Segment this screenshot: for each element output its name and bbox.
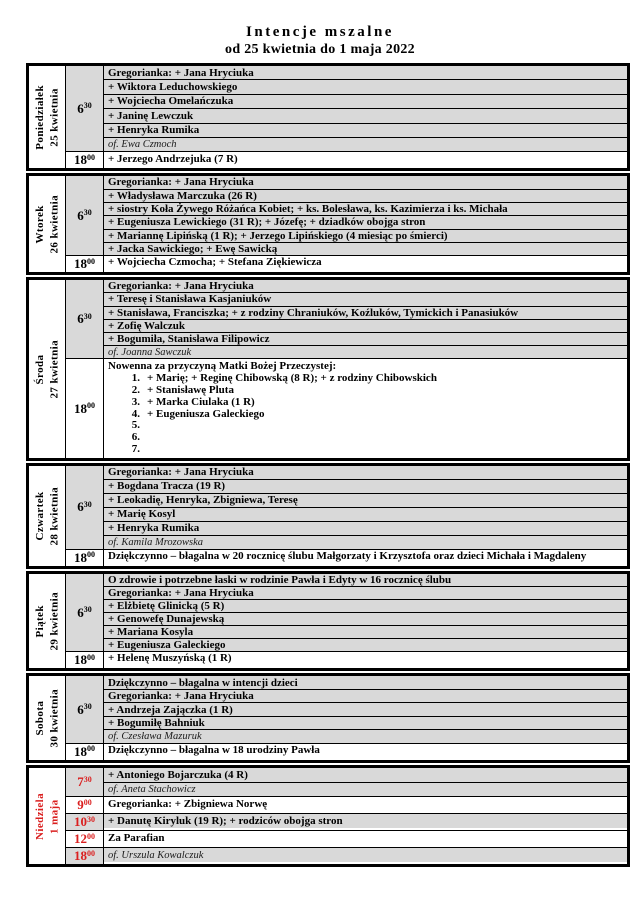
time-hour: 6 <box>77 499 84 515</box>
time-cell: 9 00 <box>66 797 104 813</box>
intention-row: of. Czesława Mazuruk <box>104 729 627 743</box>
novena-item-text: + Eugeniusza Galeckiego <box>147 408 265 420</box>
day-date: 28 kwietnia <box>48 486 60 546</box>
novena-item-number: 6. <box>131 432 140 444</box>
intention-row: of. Ewa Czmoch <box>104 137 627 151</box>
slot-rows <box>104 152 627 168</box>
time-cell: 18 00 <box>66 652 104 668</box>
intention-row: of. Joanna Sawczuk <box>104 345 627 358</box>
time-cell: 6 30 <box>66 280 104 358</box>
page-title: Intencje mszalne <box>246 24 394 40</box>
intention-row: + Wojciecha Omelańczuka <box>104 94 627 108</box>
day-block <box>26 765 630 868</box>
novena-block <box>104 359 627 458</box>
time-cell: 18 00 <box>66 359 104 458</box>
slot-rows <box>104 768 627 797</box>
intention-row: Dziękczynno – błagalna w 20 rocznicę ślubu Małgorzaty i Krzysztofa oraz dzieci Michała i Magdaleny <box>104 550 627 563</box>
mass-slot <box>66 813 627 830</box>
intention-row: + Teresę i Stanisława Kasjaniuków <box>104 292 627 305</box>
day-label <box>33 195 62 254</box>
mass-slot <box>66 549 627 566</box>
day-date: 25 kwietnia <box>48 87 60 147</box>
intention-row: of. Kamila Mrozowska <box>104 535 627 549</box>
day-date: 29 kwietnia <box>48 591 60 651</box>
novena-item-text: + Stanisławę Pluta <box>147 385 234 397</box>
time-cell: 12 00 <box>66 831 104 847</box>
intention-row: + Andrzeja Zajączka (1 R) <box>104 702 627 716</box>
mass-slot <box>66 151 627 168</box>
intention-row: Gregorianka: + Jana Hryciuka <box>104 280 627 292</box>
day-name: Czwartek <box>33 491 46 541</box>
time-hour: 18 <box>74 256 87 272</box>
intention-row: + Mariana Kosyla <box>104 625 627 638</box>
time-hour: 18 <box>74 743 87 759</box>
novena-item-text: + Marka Ciulaka (1 R) <box>147 396 255 408</box>
intention-row: + Elżbietę Glinicką (5 R) <box>104 599 627 612</box>
time-hour: 18 <box>74 152 87 168</box>
time-hour: 7 <box>77 774 84 790</box>
novena-item-number: 7. <box>131 444 140 456</box>
slots-column <box>66 768 627 865</box>
day-block <box>26 173 630 275</box>
day-cell <box>29 66 66 168</box>
schedule-table <box>26 63 630 867</box>
slot-rows <box>104 256 627 272</box>
slots-column <box>66 676 627 760</box>
slots-column <box>66 466 627 566</box>
time-cell: 6 30 <box>66 66 104 151</box>
intention-row: Gregorianka: + Jana Hryciuka <box>104 689 627 703</box>
mass-slot <box>66 358 627 458</box>
intention-row: Za Parafian <box>104 831 627 845</box>
intention-row: Gregorianka: + Jana Hryciuka <box>104 586 627 599</box>
intention-row: + siostry Koła Żywego Różańca Kobiet; + ks. Bolesława, ks. Kazimierza i ks. Michała <box>104 202 627 215</box>
slots-column <box>66 574 627 669</box>
day-block <box>26 277 630 461</box>
time-cell: 18 00 <box>66 256 104 272</box>
intention-row: + Henryka Rumika <box>104 521 627 535</box>
time-hour: 6 <box>77 207 84 223</box>
mass-slot <box>66 796 627 813</box>
day-block <box>26 63 630 171</box>
day-date: 26 kwietnia <box>48 194 60 254</box>
intention-row: + Janinę Lewczuk <box>104 108 627 122</box>
time-cell: 7 30 <box>66 768 104 797</box>
intention-row: Gregorianka: + Zbigniewa Norwę <box>104 797 627 811</box>
day-block <box>26 571 630 672</box>
slots-column <box>66 280 627 458</box>
time-hour: 18 <box>74 400 87 416</box>
intention-row: + Bogumiła, Stanisława Filipowicz <box>104 332 627 345</box>
day-label <box>33 487 62 546</box>
time-hour: 10 <box>74 814 87 830</box>
slots-column <box>66 176 627 272</box>
slot-rows <box>104 176 627 255</box>
intention-row: + Danutę Kiryluk (19 R); + rodziców obojga stron <box>104 814 627 828</box>
intention-row: + Genowefę Dunajewską <box>104 612 627 625</box>
day-label <box>33 793 62 840</box>
intention-row: + Eugeniusza Galeckiego <box>104 638 627 651</box>
intention-row: + Mariannę Lipińską (1 R); + Jerzego Lipińskiego (4 miesiąc po śmierci) <box>104 229 627 242</box>
intention-row: + Helenę Muszyńską (1 R) <box>104 652 627 664</box>
day-name: Wtorek <box>33 205 46 244</box>
day-cell <box>29 676 66 760</box>
intention-row: + Wojciecha Czmocha; + Stefana Ziękiewicza <box>104 256 627 268</box>
time-hour: 6 <box>77 604 84 620</box>
time-cell: 10 30 <box>66 814 104 830</box>
novena-item <box>108 444 623 456</box>
mass-slot <box>66 466 627 549</box>
intention-row: Dziękczynno – błagalna w 18 urodziny Pawła <box>104 744 627 757</box>
intention-row: + Wiktora Leduchowskiego <box>104 79 627 93</box>
page-subtitle: od 25 kwietnia do 1 maja 2022 <box>225 42 415 57</box>
intention-row: of. Urszula Kowalczuk <box>104 848 627 862</box>
mass-slot <box>66 743 627 760</box>
mass-slot <box>66 176 627 255</box>
novena-item-number: 5. <box>131 420 140 432</box>
slot-rows <box>104 652 627 668</box>
intention-row: + Marię Kosyl <box>104 507 627 521</box>
time-cell: 18 00 <box>66 744 104 760</box>
intention-row: + Jerzego Andrzejuka (7 R) <box>104 152 627 165</box>
novena-item <box>108 409 623 421</box>
time-hour: 18 <box>74 848 87 864</box>
day-block <box>26 463 630 569</box>
slot-rows <box>104 550 627 566</box>
day-name: Sobota <box>33 700 46 736</box>
novena-item-number: 2. <box>131 385 140 397</box>
intention-row: + Antoniego Bojarczuka (4 R) <box>104 768 627 782</box>
mass-slot <box>66 847 627 864</box>
day-cell <box>29 768 66 865</box>
mass-slot <box>66 768 627 797</box>
slot-rows <box>104 797 627 813</box>
day-cell <box>29 176 66 272</box>
intention-row: Gregorianka: + Jana Hryciuka <box>104 466 627 479</box>
day-label <box>33 340 62 399</box>
slot-rows <box>104 831 627 847</box>
novena-item <box>108 397 623 409</box>
day-name: Środa <box>33 354 46 384</box>
intention-row: Gregorianka: + Jana Hryciuka <box>104 176 627 188</box>
day-cell <box>29 466 66 566</box>
intention-row: + Leokadię, Henryka, Zbigniewa, Teresę <box>104 493 627 507</box>
intention-row: Gregorianka: + Jana Hryciuka <box>104 66 627 79</box>
slot-rows <box>104 814 627 830</box>
intention-row: O zdrowie i potrzebne łaski w rodzinie Pawła i Edyty w 16 rocznicę ślubu <box>104 574 627 586</box>
mass-slot <box>66 255 627 272</box>
intention-row: + Henryka Rumika <box>104 123 627 137</box>
intention-row: + Bogdana Tracza (19 R) <box>104 479 627 493</box>
time-cell: 6 30 <box>66 574 104 652</box>
time-cell: 18 00 <box>66 848 104 864</box>
mass-slot <box>66 574 627 652</box>
novena-item-number: 3. <box>131 396 140 408</box>
day-cell <box>29 280 66 458</box>
time-cell: 6 30 <box>66 176 104 255</box>
intention-row: + Jacka Sawickiego; + Ewę Sawicką <box>104 242 627 255</box>
slot-rows <box>104 848 627 864</box>
slot-rows <box>104 280 627 358</box>
mass-slot <box>66 280 627 358</box>
slots-column <box>66 66 627 168</box>
novena-item <box>108 420 623 432</box>
intention-row: Dziękczynno – błagalna w intencji dzieci <box>104 676 627 689</box>
slot-rows <box>104 574 627 652</box>
intention-row: + Zofię Walczuk <box>104 319 627 332</box>
day-name: Piątek <box>33 604 46 638</box>
time-hour: 6 <box>77 701 84 717</box>
day-label <box>33 689 62 748</box>
day-date: 1 maja <box>48 798 60 834</box>
mass-slot <box>66 676 627 743</box>
time-hour: 12 <box>74 831 87 847</box>
intention-row: + Bogumiłę Bahniuk <box>104 716 627 730</box>
novena-heading: Nowenna za przyczyną Matki Bożej Przeczystej: <box>108 360 337 373</box>
intention-row: + Eugeniusza Lewickiego (31 R); + Józefę; + dziadków obojga stron <box>104 215 627 228</box>
day-block <box>26 673 630 763</box>
novena-item-number: 4. <box>131 408 140 420</box>
mass-slot <box>66 651 627 668</box>
novena-item <box>108 385 623 397</box>
intention-row: + Stanisława, Franciszka; + z rodziny Chraniuków, Koźluków, Tymickich i Panasiuków <box>104 306 627 319</box>
slot-rows <box>104 466 627 549</box>
mass-slot <box>66 66 627 151</box>
slot-rows <box>104 676 627 743</box>
slot-rows <box>104 744 627 760</box>
day-name: Poniedziałek <box>33 84 46 150</box>
day-name: Niedziela <box>33 792 46 840</box>
time-hour: 9 <box>77 797 84 813</box>
mass-slot <box>66 830 627 847</box>
time-cell: 6 30 <box>66 466 104 549</box>
intention-row: of. Aneta Stachowicz <box>104 782 627 797</box>
time-cell: 18 00 <box>66 152 104 168</box>
time-hour: 6 <box>77 311 84 327</box>
novena-item <box>108 373 623 385</box>
novena-item-text: + Marię; + Reginę Chibowską (8 R); + z rodziny Chibowskich <box>147 373 437 385</box>
time-hour: 18 <box>74 652 87 668</box>
day-cell <box>29 574 66 669</box>
day-date: 30 kwietnia <box>48 688 60 748</box>
time-hour: 18 <box>74 549 87 565</box>
time-cell: 18 00 <box>66 550 104 566</box>
slot-rows <box>104 66 627 151</box>
day-label <box>33 85 62 150</box>
time-hour: 6 <box>77 100 84 116</box>
day-label <box>33 592 62 651</box>
time-cell: 6 30 <box>66 676 104 743</box>
novena-item <box>108 432 623 444</box>
novena-item-number: 1. <box>131 373 140 385</box>
day-date: 27 kwietnia <box>48 339 60 399</box>
intention-row: + Władysława Marczuka (26 R) <box>104 189 627 202</box>
